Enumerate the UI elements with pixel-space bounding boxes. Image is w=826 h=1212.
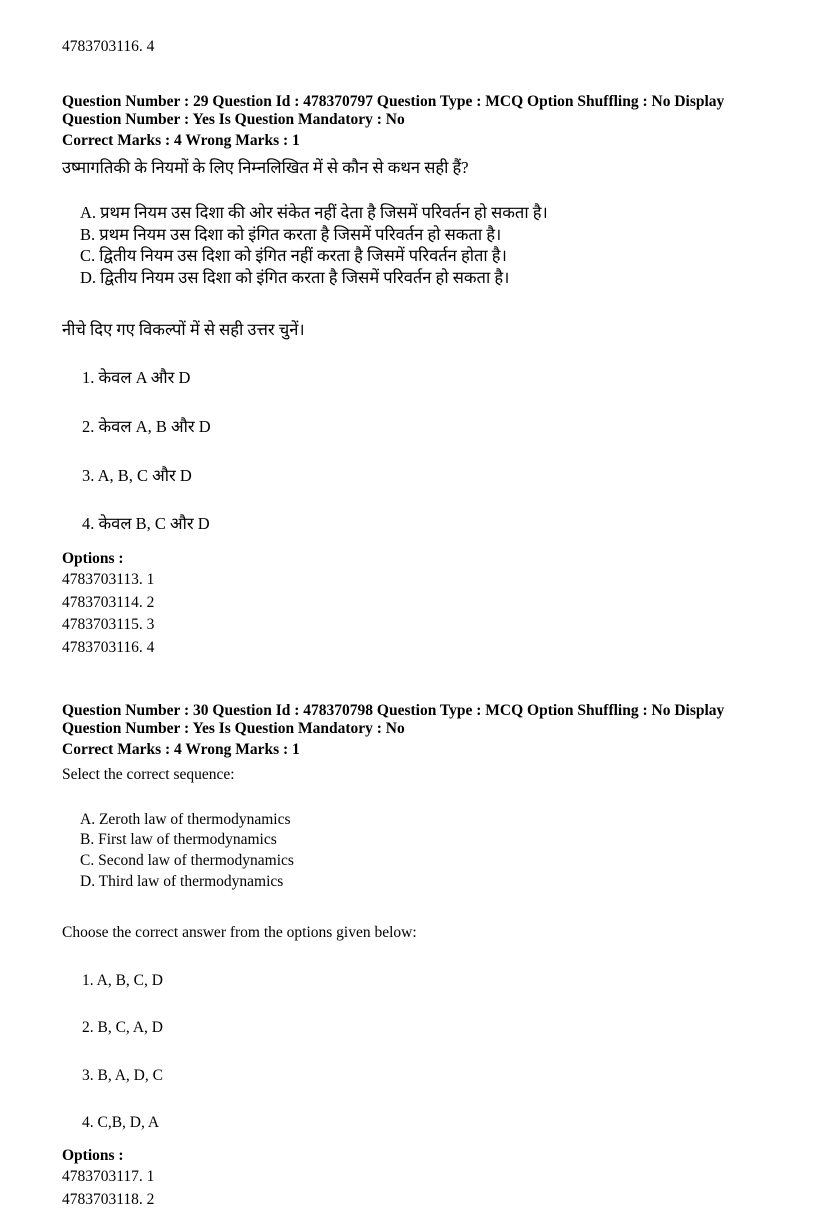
option-id-4: 4783703116. 4 bbox=[62, 638, 155, 656]
question-29-header: Question Number : 29 Question Id : 478370797 Question Type : MCQ Option Shuffling : No Display Question Number : Yes Is Question Mandatory : No bbox=[62, 92, 725, 128]
question-29 bbox=[62, 93, 764, 660]
choice-4: 4. केवल B, C और D bbox=[82, 514, 210, 534]
choice-1: 1. केवल A और D bbox=[82, 368, 191, 388]
choice-1: 1. A, B, C, D bbox=[82, 971, 163, 989]
question-30-choices bbox=[82, 971, 764, 1133]
question-29-choices bbox=[82, 368, 764, 535]
statement-a: A. Zeroth law of thermodynamics bbox=[80, 810, 291, 828]
statement-b: B. प्रथम नियम उस दिशा को इंगित करता है जिसमें परिवर्तन हो सकता है। bbox=[80, 224, 502, 244]
statement-c: C. द्वितीय नियम उस दिशा को इंगित नहीं करता है जिसमें परिवर्तन होता है। bbox=[80, 246, 507, 266]
question-30 bbox=[62, 702, 764, 1212]
choice-2: 2. B, C, A, D bbox=[82, 1019, 163, 1037]
statement-c: C. Second law of thermodynamics bbox=[80, 852, 294, 870]
question-30-marks: Correct Marks : 4 Wrong Marks : 1 bbox=[62, 740, 300, 758]
choice-2: 2. केवल A, B और D bbox=[82, 417, 211, 437]
question-29-marks: Correct Marks : 4 Wrong Marks : 1 bbox=[62, 131, 300, 149]
question-30-header: Question Number : 30 Question Id : 478370798 Question Type : MCQ Option Shuffling : No Display Question Number : Yes Is Question Mandatory : No bbox=[62, 701, 725, 737]
question-30-option-ids bbox=[62, 1166, 764, 1211]
option-id-2: 4783703118. 2 bbox=[62, 1191, 155, 1209]
statement-a: A. प्रथम नियम उस दिशा की ओर संकेत नहीं देता है जिसमें परिवर्तन हो सकता है। bbox=[80, 202, 548, 222]
question-30-statements bbox=[80, 810, 764, 893]
option-id-1: 4783703113. 1 bbox=[62, 571, 155, 589]
option-id-3: 4783703115. 3 bbox=[62, 616, 155, 634]
statement-d: D. Third law of thermodynamics bbox=[80, 872, 284, 890]
question-30-text: Select the correct sequence: bbox=[62, 766, 235, 784]
statement-b: B. First law of thermodynamics bbox=[80, 831, 277, 849]
choice-3: 3. A, B, C और D bbox=[82, 465, 192, 485]
choice-3: 3. B, A, D, C bbox=[82, 1066, 163, 1084]
question-30-options-label: Options : bbox=[62, 1147, 124, 1165]
statement-d: D. द्वितीय नियम उस दिशा को इंगित करता है जिसमें परिवर्तन हो सकता है। bbox=[80, 268, 510, 288]
choice-4: 4. C,B, D, A bbox=[82, 1113, 160, 1131]
question-29-instruction: नीचे दिए गए विकल्पों में से सही उत्तर चुनें। bbox=[62, 320, 305, 339]
previous-question-option-id: 4783703116. 4 bbox=[62, 38, 155, 55]
option-id-1: 4783703117. 1 bbox=[62, 1168, 155, 1186]
question-29-option-ids bbox=[62, 569, 764, 660]
question-30-instruction: Choose the correct answer from the options given below: bbox=[62, 923, 417, 941]
question-29-options-label: Options : bbox=[62, 549, 124, 567]
question-29-statements bbox=[80, 202, 764, 289]
question-29-text: उष्मागतिकी के नियमों के लिए निम्नलिखित में से कौन से कथन सही हैं? bbox=[62, 157, 469, 177]
option-id-2: 4783703114. 2 bbox=[62, 593, 155, 611]
